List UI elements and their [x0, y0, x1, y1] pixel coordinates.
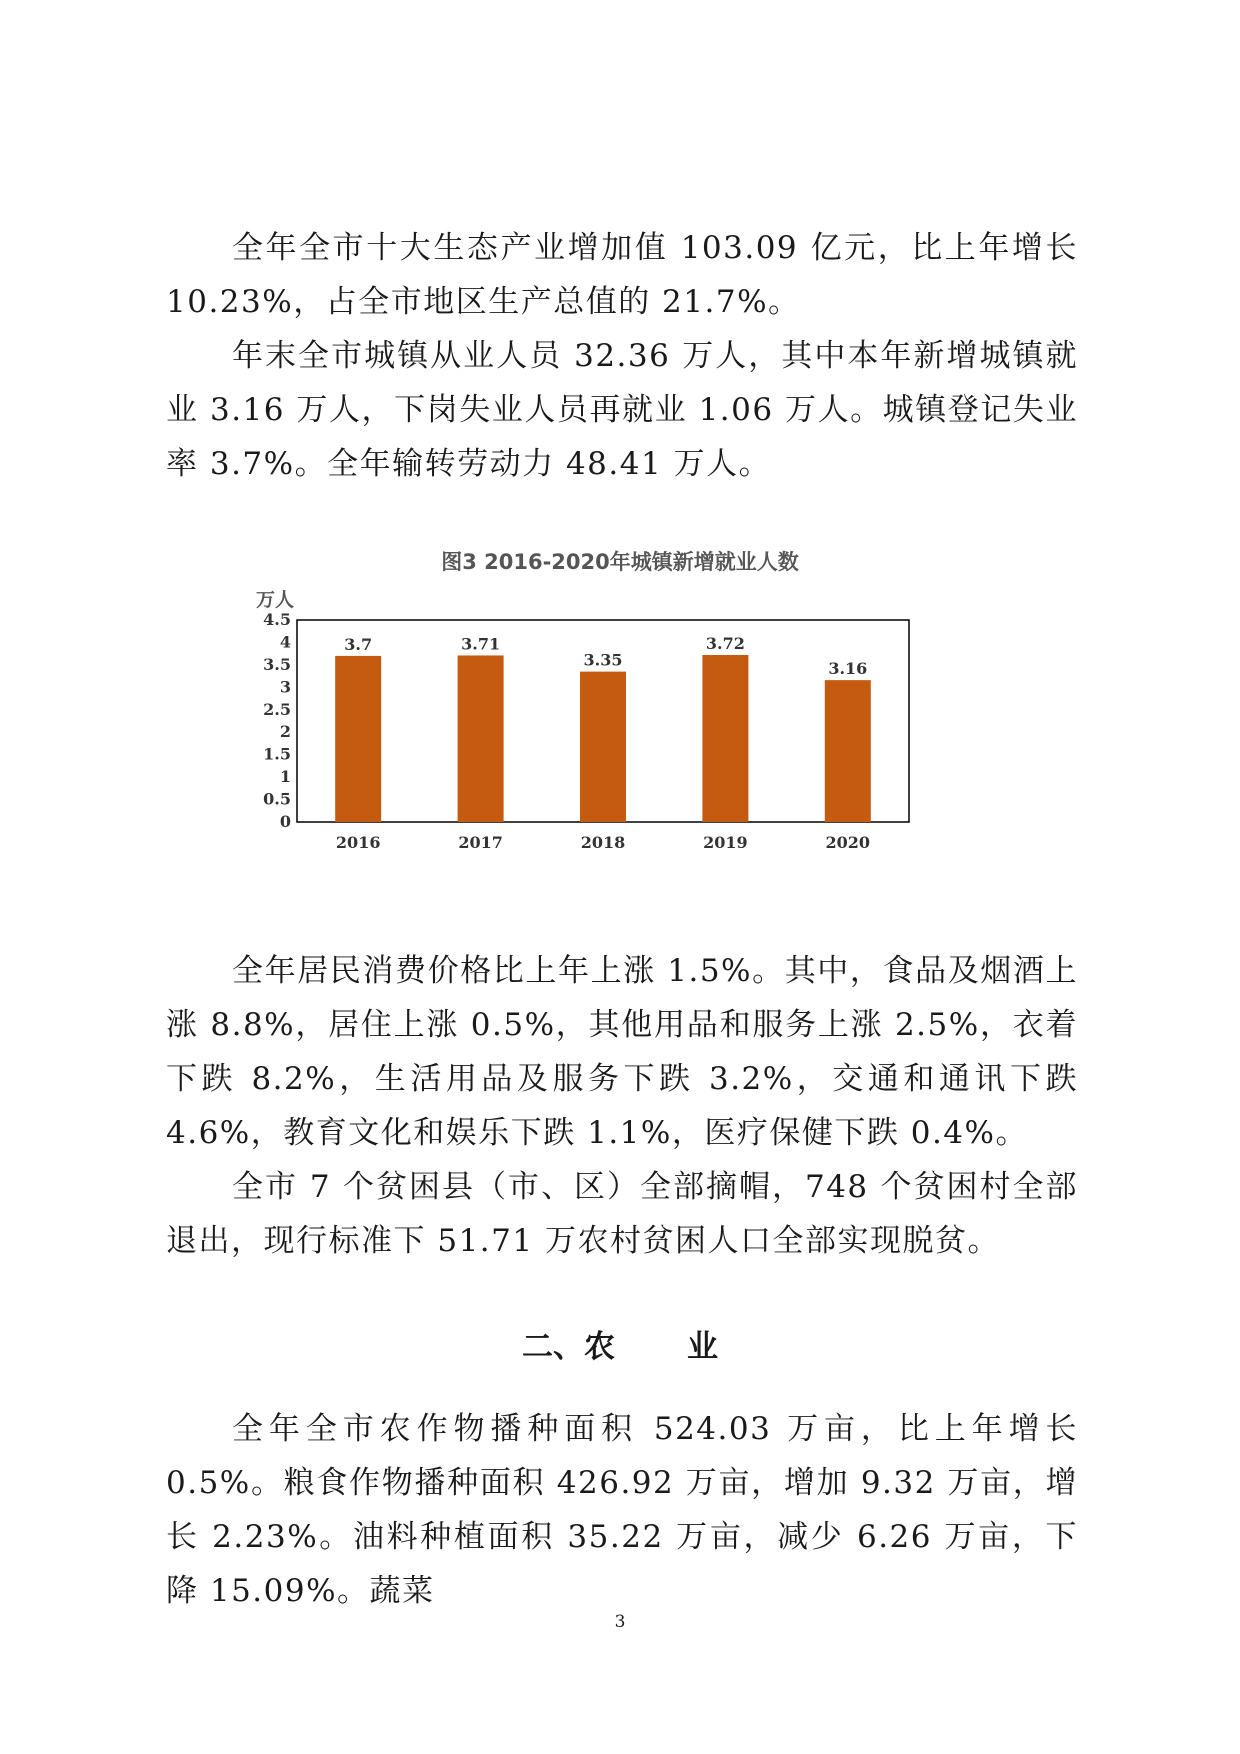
y-tick-label-6: 3: [279, 677, 291, 697]
page-number: 3: [614, 1612, 626, 1632]
x-tick-label-2019: 2019: [703, 833, 748, 852]
section-heading-agriculture: [0, 1322, 1240, 1372]
y-tick-label-2: 1: [279, 767, 291, 787]
data-label-2017: 3.71: [461, 634, 501, 654]
data-label-2016: 3.7: [344, 634, 373, 654]
x-tick-label-2018: 2018: [580, 833, 626, 852]
y-tick-label-4: 2: [279, 722, 291, 742]
x-tick-label-2020: 2020: [825, 833, 871, 852]
paragraph-ecological-industry: 全年全市十大生态产业增加值 103.09 亿元，比上年增长 10.23%，占全市地区生产总值的 21.7%。: [166, 230, 1078, 320]
y-tick-label-0: 0: [279, 812, 291, 831]
x-tick-label-2016: 2016: [335, 833, 381, 852]
paragraph-agriculture: 全年全市农作物播种面积 524.03 万亩，比上年增长 0.5%。粮食作物播种面积 426.92 万亩，增加 9.32 万亩，增长 2.23%。油料种植面积 35.22 万亩，减少 6.26 万亩，下降 15.09%。蔬菜: [166, 1411, 1078, 1609]
y-tick-label-9: 4.5: [263, 610, 291, 629]
data-label-2019: 3.72: [705, 634, 745, 654]
paragraph-employment: 年末全市城镇从业人员 32.36 万人，其中本年新增城镇就业 3.16 万人，下岗失业人员再就业 1.06 万人。城镇登记失业率 3.7%。全年输转劳动力 48.41 万人。: [166, 338, 1078, 482]
y-tick-label-1: 0.5: [263, 789, 291, 809]
x-tick-label-2017: 2017: [458, 833, 503, 852]
data-label-2020: 3.16: [828, 659, 868, 679]
y-tick-label-7: 3.5: [263, 654, 291, 674]
employment-bar-chart: [240, 578, 980, 868]
bar-2020: [825, 680, 871, 822]
data-label-2018: 3.35: [583, 650, 623, 670]
bar-2019: [702, 655, 748, 822]
heading-part-1: 二、农: [522, 1329, 615, 1365]
y-tick-label-5: 2.5: [263, 699, 291, 719]
bar-2018: [580, 672, 626, 822]
bar-2017: [458, 655, 504, 822]
chart-title: 图3 2016-2020年城镇新增就业人数: [441, 550, 799, 574]
y-tick-label-8: 4: [279, 632, 291, 652]
paragraph-poverty-alleviation: 全市 7 个贫困县（市、区）全部摘帽，748 个贫困村全部退出，现行标准下 51.71 万农村贫困人口全部实现脱贫。: [166, 1169, 1078, 1259]
heading-part-2: 业: [687, 1329, 718, 1365]
paragraph-consumer-prices: 全年居民消费价格比上年上涨 1.5%。其中，食品及烟酒上涨 8.8%，居住上涨 0.5%，其他用品和服务上涨 2.5%，衣着下跌 8.2%，生活用品及服务下跌 3.2%，交通和通讯下跌 4.6%，教育文化和娱乐下跌 1.1%，医疗保健下跌 0.4%。: [166, 953, 1078, 1151]
bar-2016: [335, 656, 381, 822]
y-tick-label-3: 1.5: [263, 744, 291, 764]
y-axis-unit-label: 万人: [255, 589, 295, 611]
